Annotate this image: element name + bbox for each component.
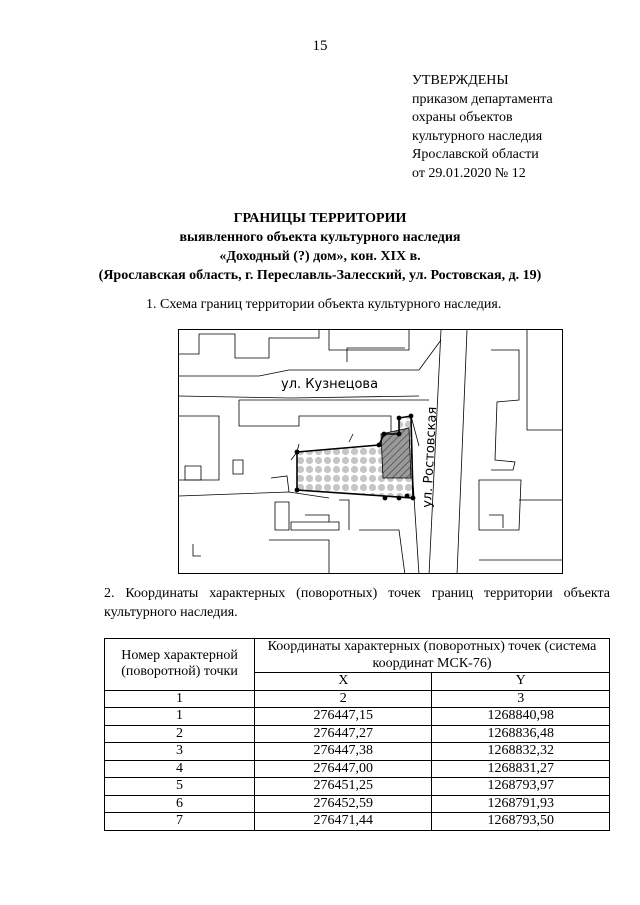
title-line: ГРАНИЦЫ ТЕРРИТОРИИ bbox=[233, 211, 407, 226]
table-row bbox=[105, 743, 610, 761]
table-header-row bbox=[105, 639, 610, 673]
table-cell: 1268793,97 bbox=[432, 778, 610, 796]
table-row bbox=[105, 813, 610, 831]
table-row bbox=[105, 760, 610, 778]
table-cell: 6 bbox=[105, 795, 255, 813]
approval-line: приказом департамента bbox=[412, 91, 553, 107]
table-cell: 4 bbox=[105, 760, 255, 778]
table-cell: 276452,59 bbox=[255, 795, 432, 813]
table-cell: 276447,00 bbox=[255, 760, 432, 778]
approval-line: УТВЕРЖДЕНЫ bbox=[412, 73, 509, 88]
coordinates-table bbox=[104, 638, 610, 831]
table-row bbox=[105, 795, 610, 813]
table-cell: 276471,44 bbox=[255, 813, 432, 831]
table-index-row bbox=[105, 690, 610, 708]
header-x: X bbox=[255, 673, 432, 691]
table-cell: 2 bbox=[255, 690, 432, 708]
street-label-kuznetsova: ул. Кузнецова bbox=[281, 377, 379, 392]
table-cell: 276447,38 bbox=[255, 743, 432, 761]
table-cell: 1268832,32 bbox=[432, 743, 610, 761]
table-cell: 276447,15 bbox=[255, 708, 432, 726]
approval-line: культурного наследия bbox=[412, 128, 543, 144]
table-cell: 276447,27 bbox=[255, 725, 432, 743]
approval-line: охраны объектов bbox=[412, 110, 513, 125]
table-cell: 1268836,48 bbox=[432, 725, 610, 743]
table-cell: 1268840,98 bbox=[432, 708, 610, 726]
map-drawing bbox=[179, 330, 563, 574]
street-label-rostovskaya: ул. Ростовская bbox=[420, 406, 441, 509]
page-number: 15 bbox=[312, 38, 328, 54]
title-line: выявленного объекта культурного наследия bbox=[179, 230, 461, 245]
section-1-heading: 1. Схема границ территории объекта культурного наследия. bbox=[146, 297, 502, 312]
table-cell: 276451,25 bbox=[255, 778, 432, 796]
table-row bbox=[105, 778, 610, 796]
approval-block bbox=[412, 72, 553, 183]
title-line: «Доходный (?) дом», кон. XIX в. bbox=[219, 249, 421, 264]
section-2-heading: 2. Координаты характерных (поворотных) точек границ территории объекта культурного наследия. bbox=[104, 586, 610, 620]
table-cell: 1 bbox=[105, 690, 255, 708]
title-line: (Ярославская область, г. Переславль-Залесский, ул. Ростовская, д. 19) bbox=[98, 268, 542, 283]
table-cell: 2 bbox=[105, 725, 255, 743]
header-y: Y bbox=[432, 673, 610, 691]
approval-line: от 29.01.2020 № 12 bbox=[412, 165, 526, 181]
approval-line: Ярославской области bbox=[412, 147, 539, 162]
table-cell: 5 bbox=[105, 778, 255, 796]
table-cell: 1268831,27 bbox=[432, 760, 610, 778]
table-cell: 1268791,93 bbox=[432, 795, 610, 813]
document-title bbox=[0, 209, 640, 285]
table-row bbox=[105, 708, 610, 726]
table-cell: 1268793,50 bbox=[432, 813, 610, 831]
table-cell: 1 bbox=[105, 708, 255, 726]
table-cell: 3 bbox=[105, 743, 255, 761]
table-row bbox=[105, 725, 610, 743]
header-coordinates: Координаты характерных (поворотных) точек (система координат МСК-76) bbox=[255, 639, 610, 673]
table-cell: 7 bbox=[105, 813, 255, 831]
table-cell: 3 bbox=[432, 690, 610, 708]
header-point-number: Номер характерной (поворотной) точки bbox=[105, 639, 255, 691]
boundary-map bbox=[178, 329, 563, 574]
